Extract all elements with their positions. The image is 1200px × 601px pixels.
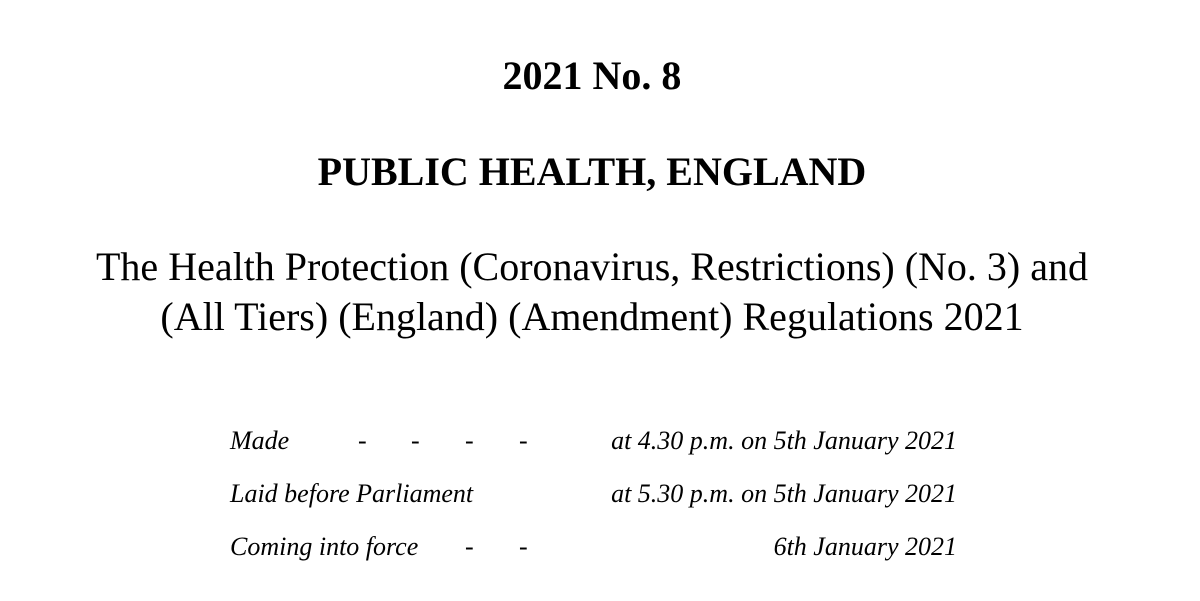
date-row-made bbox=[230, 421, 970, 474]
regulation-title-line: The Health Protection (Coronavirus, Restrictions) (No. 3) and bbox=[96, 244, 1088, 289]
date-label: Coming into force bbox=[230, 532, 419, 561]
dates-table bbox=[230, 421, 970, 580]
date-value: at 4.30 p.m. on 5th January 2021 bbox=[611, 426, 957, 455]
date-row-coming-into-force bbox=[230, 527, 970, 580]
dash-separator: - bbox=[465, 426, 474, 455]
date-row-laid bbox=[230, 474, 970, 527]
regulation-title-line: (All Tiers) (England) (Amendment) Regulations 2021 bbox=[160, 294, 1024, 339]
dash-separator: - bbox=[411, 426, 420, 455]
dash-separator: - bbox=[358, 426, 367, 455]
date-label: Made bbox=[230, 426, 290, 455]
dash-separator: - bbox=[519, 426, 528, 455]
date-label: Laid before Parliament bbox=[230, 479, 474, 508]
dash-separator: - bbox=[465, 532, 474, 561]
date-value: at 5.30 p.m. on 5th January 2021 bbox=[611, 479, 957, 508]
si-number: 2021 No. 8 bbox=[502, 53, 682, 98]
dash-separator: - bbox=[519, 532, 528, 561]
subject-heading: PUBLIC HEALTH, ENGLAND bbox=[317, 149, 867, 194]
regulation-title bbox=[0, 242, 1184, 342]
date-value: 6th January 2021 bbox=[773, 532, 957, 561]
